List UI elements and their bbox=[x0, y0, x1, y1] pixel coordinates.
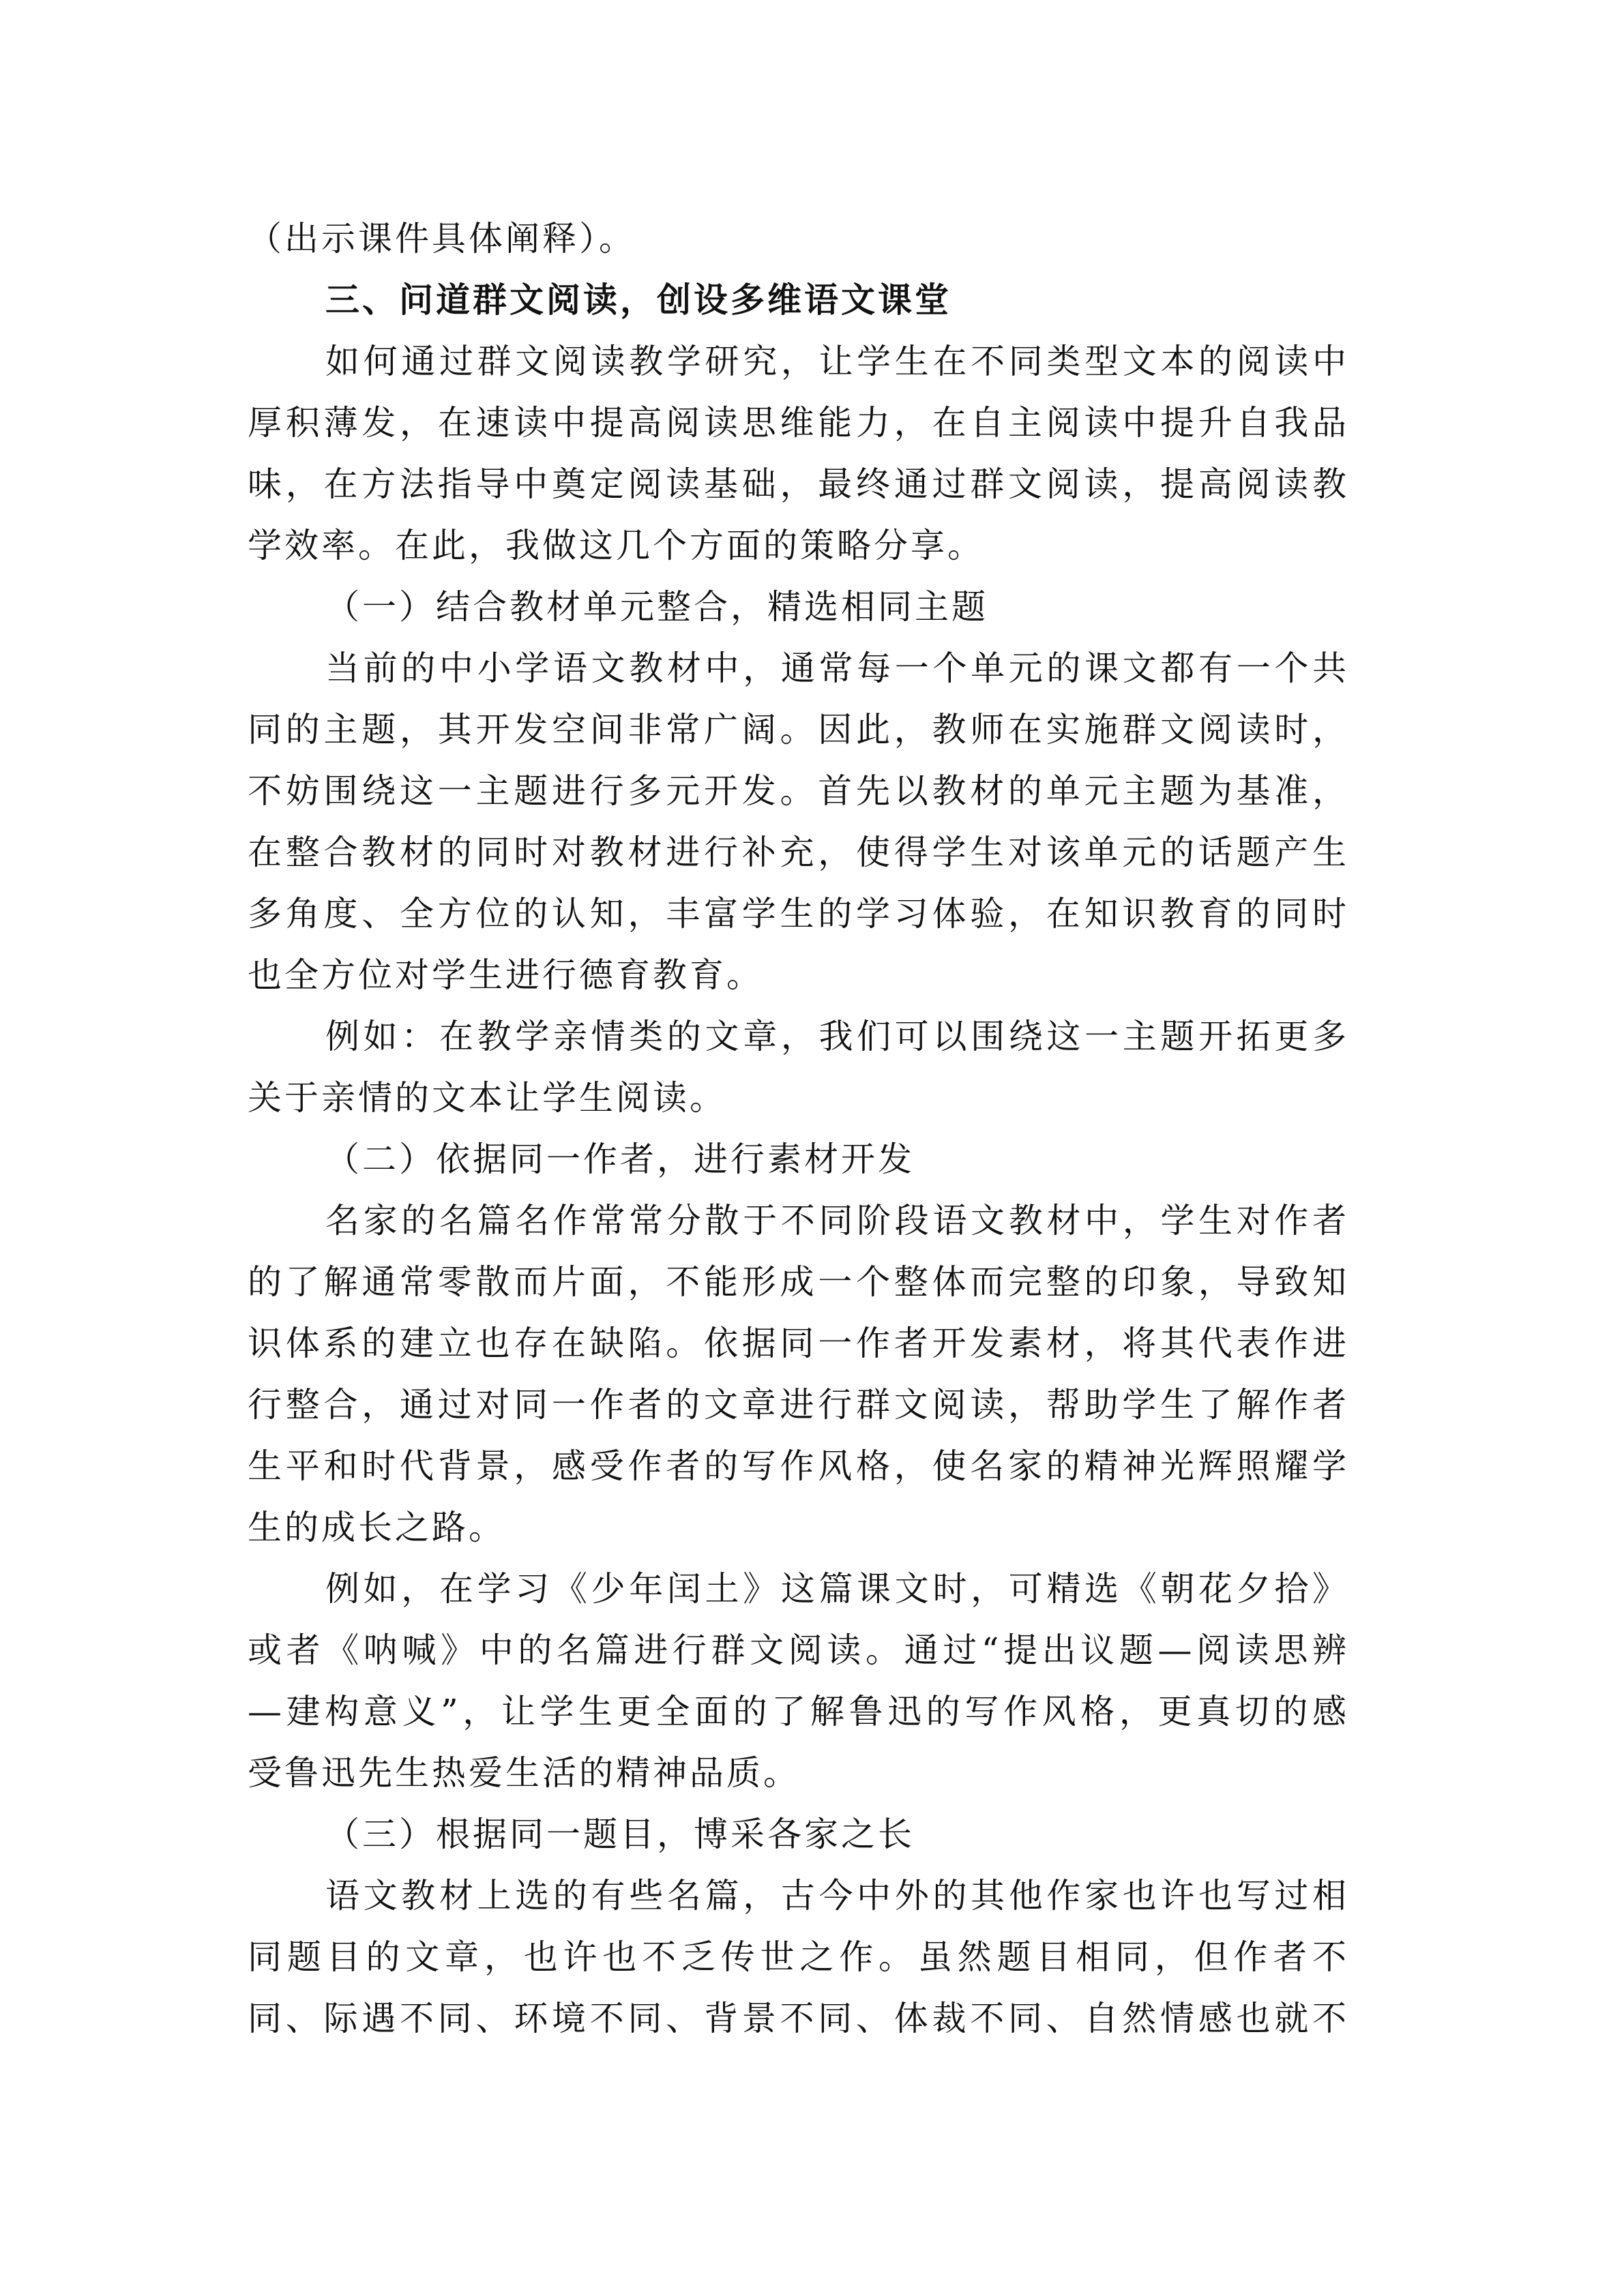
paragraph-line: 在整合教材的同时对教材进行补充，使得学生对该单元的话题产生 bbox=[248, 833, 1349, 872]
paragraph-line: 学效率。在此，我做这几个方面的策略分享。 bbox=[248, 526, 984, 565]
paragraph-line: 厚积薄发，在速读中提高阅读思维能力，在自主阅读中提升自我品 bbox=[248, 403, 1349, 443]
paragraph-line: 同、际遇不同、环境不同、背景不同、体裁不同、自然情感也就不 bbox=[248, 1999, 1349, 2038]
paragraph-line: 例如，在学习《少年闰土》这篇课文时，可精选《朝花夕拾》 bbox=[325, 1569, 1349, 1609]
document-body bbox=[248, 208, 1349, 2049]
paragraph-line: 多角度、全方位的认知，丰富学生的学习体验，在知识教育的同时 bbox=[248, 894, 1349, 934]
paragraph-line: 生平和时代背景，感受作者的写作风格，使名家的精神光辉照耀学 bbox=[248, 1446, 1349, 1486]
subsection-heading-3: （三）根据同一题目，博采各家之长 bbox=[325, 1815, 915, 1854]
paragraph-line: 生的成长之路。 bbox=[248, 1508, 505, 1547]
paragraph-line: 当前的中小学语文教材中，通常每一个单元的课文都有一个共 bbox=[325, 648, 1349, 688]
paragraph-line: 的了解通常零散而片面，不能形成一个整体而完整的印象，导致知 bbox=[248, 1262, 1349, 1302]
paragraph-line: —建构意义”，让学生更全面的了解鲁迅的写作风格，更真切的感 bbox=[248, 1692, 1349, 1731]
paragraph-line: 或者《呐喊》中的名篇进行群文阅读。通过“提出议题—阅读思辨 bbox=[248, 1630, 1349, 1670]
paragraph-line: 语文教材上选的有些名篇，古今中外的其他作家也许也写过相 bbox=[325, 1876, 1349, 1915]
paragraph-line: 味，在方法指导中奠定阅读基础，最终通过群文阅读，提高阅读教 bbox=[248, 464, 1349, 504]
paragraph-line: 不妨围绕这一主题进行多元开发。首先以教材的单元主题为基准， bbox=[248, 771, 1349, 811]
paragraph-line: 识体系的建立也存在缺陷。依据同一作者开发素材，将其代表作进 bbox=[248, 1324, 1349, 1363]
subsection-heading-2: （二）依据同一作者，进行素材开发 bbox=[325, 1139, 915, 1179]
section-heading-3: 三、问道群文阅读，创设多维语文课堂 bbox=[325, 280, 951, 320]
subsection-heading-1: （一）结合教材单元整合，精选相同主题 bbox=[325, 587, 988, 627]
text-line: （出示课件具体阐释）。 bbox=[248, 219, 636, 258]
paragraph-line: 名家的名篇名作常常分散于不同阶段语文教材中，学生对作者 bbox=[325, 1201, 1349, 1240]
paragraph-line: 例如：在教学亲情类的文章，我们可以围绕这一主题开拓更多 bbox=[325, 1017, 1349, 1056]
paragraph-line: 同题目的文章，也许也不乏传世之作。虽然题目相同，但作者不 bbox=[248, 1937, 1349, 1977]
paragraph-line: 如何通过群文阅读教学研究，让学生在不同类型文本的阅读中 bbox=[325, 342, 1349, 381]
paragraph-line: 也全方位对学生进行德育教育。 bbox=[248, 955, 763, 995]
paragraph-line: 同的主题，其开发空间非常广阔。因此，教师在实施群文阅读时， bbox=[248, 710, 1349, 749]
paragraph-line: 行整合，通过对同一作者的文章进行群文阅读，帮助学生了解作者 bbox=[248, 1385, 1349, 1425]
paragraph-line: 受鲁迅先生热爱生活的精神品质。 bbox=[248, 1753, 800, 1793]
paragraph-line: 关于亲情的文本让学生阅读。 bbox=[248, 1078, 726, 1118]
